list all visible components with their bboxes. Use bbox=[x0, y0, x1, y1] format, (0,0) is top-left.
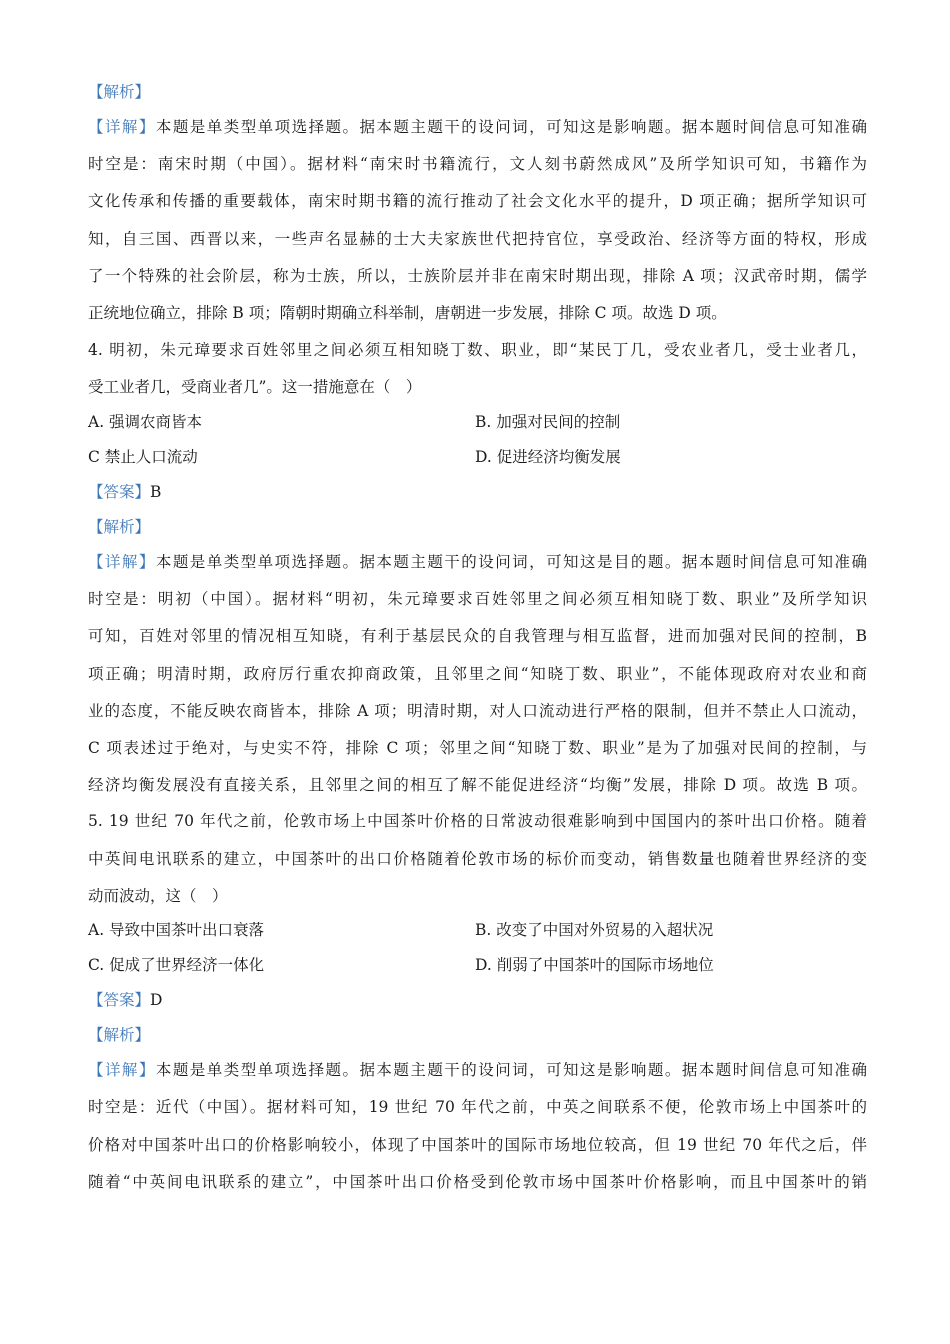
detail-line: 正统地位确立，排除 B 项；隋朝时期确立科举制，唐朝进一步发展，排除 C 项。故选 D 项。 bbox=[88, 304, 727, 322]
detail-line: 价格对中国茶叶出口的价格影响较小，体现了中国茶叶的国际市场地位较高，但 19 世纪 70 年代之后，伴 bbox=[88, 1136, 867, 1154]
option-c: C. 促成了世界经济一体化 bbox=[88, 956, 265, 974]
detail-line: 【详解】本题是单类型单项选择题。据本题主题干的设问词，可知这是目的题。据本题时间信息可知准确 bbox=[88, 553, 867, 571]
answer-line bbox=[88, 481, 161, 503]
option-d: D. 促进经济均衡发展 bbox=[475, 448, 621, 466]
detail-line: C 项表述过于绝对，与史实不符，排除 C 项；邻里之间“知晓丁数、职业”是为了加强对民间的控制，与 bbox=[88, 739, 867, 757]
detail-line: 【详解】本题是单类型单项选择题。据本题主题干的设问词，可知这是影响题。据本题时间信息可知准确 bbox=[88, 1061, 867, 1079]
detail-line: 了一个特殊的社会阶层，称为士族，所以，士族阶层并非在南宋时期出现，排除 A 项；汉武帝时期，儒学 bbox=[88, 267, 867, 285]
detail-line: 可知，百姓对邻里的情况相互知晓，有利于基层民众的自我管理与相互监督，进而加强对民间的控制，B bbox=[88, 627, 867, 645]
answer-value: B bbox=[150, 483, 162, 501]
option-c: C 禁止人口流动 bbox=[88, 448, 198, 466]
option-b: B. 改变了中国对外贸易的入超状况 bbox=[475, 921, 714, 939]
question-5-stem: 5. 19 世纪 70 年代之前，伦敦市场上中国茶叶价格的日常波动很难影响到中国国内的茶叶出口价格。随着 bbox=[88, 812, 867, 830]
detail-line: 随着“中英间电讯联系的建立”，中国茶叶出口价格受到伦敦市场中国茶叶价格影响，而且中国茶叶的销 bbox=[88, 1173, 867, 1191]
detail-line: 业的态度，不能反映农商皆本，排除 A 项；明清时期，对人口流动进行严格的限制，但并不禁止人口流动， bbox=[88, 702, 867, 720]
detail-tag: 【详解】 bbox=[88, 1061, 156, 1079]
option-b: B. 加强对民间的控制 bbox=[475, 413, 621, 431]
detail-tag: 【详解】 bbox=[88, 553, 156, 571]
analysis-heading: 【解析】 bbox=[88, 1026, 151, 1044]
question-4-stem: 4. 明初，朱元璋要求百姓邻里之间必须互相知晓丁数、职业，即“某民丁几，受农业者几，受士业者几， bbox=[88, 341, 867, 359]
answer-tag: 【答案】 bbox=[88, 483, 151, 501]
option-a: A. 导致中国茶叶出口衰落 bbox=[88, 921, 265, 939]
detail-line: 【详解】本题是单类型单项选择题。据本题主题干的设问词，可知这是影响题。据本题时间信息可知准确 bbox=[88, 118, 867, 136]
detail-line: 时空是：近代（中国）。据材料可知，19 世纪 70 年代之前，中英之间联系不便，伦敦市场上中国茶叶的 bbox=[88, 1098, 867, 1116]
analysis-heading: 【解析】 bbox=[88, 518, 151, 536]
detail-line: 知，自三国、西晋以来，一些声名显赫的士大夫家族世代把持官位，享受政治、经济等方面的特权，形成 bbox=[88, 230, 867, 248]
option-a: A. 强调农商皆本 bbox=[88, 413, 203, 431]
detail-line: 经济均衡发展没有直接关系，且邻里之间的相互了解不能促进经济“均衡”发展，排除 D 项。故选 B 项。 bbox=[88, 776, 867, 794]
answer-line bbox=[88, 989, 162, 1011]
question-5-stem: 动而波动，这（ ） bbox=[88, 887, 228, 905]
detail-line: 项正确；明清时期，政府厉行重农抑商政策，且邻里之间“知晓丁数、职业”，不能体现政府对农业和商 bbox=[88, 665, 867, 683]
detail-tag: 【详解】 bbox=[88, 118, 156, 136]
option-d: D. 削弱了中国茶叶的国际市场地位 bbox=[475, 956, 714, 974]
detail-line: 时空是：明初（中国）。据材料“明初，朱元璋要求百姓邻里之间必须互相知晓丁数、职业”及所学知识 bbox=[88, 590, 867, 608]
answer-value: D bbox=[150, 991, 163, 1009]
question-5-stem: 中英间电讯联系的建立，中国茶叶的出口价格随着伦敦市场的标价而变动，销售数量也随着世界经济的变 bbox=[88, 850, 867, 868]
question-4-stem: 受工业者几，受商业者几”。这一措施意在（ ） bbox=[88, 378, 422, 396]
analysis-heading: 【解析】 bbox=[88, 83, 151, 101]
answer-tag: 【答案】 bbox=[88, 991, 151, 1009]
detail-line: 文化传承和传播的重要载体，南宋时期书籍的流行推动了社会文化水平的提升，D 项正确；据所学知识可 bbox=[88, 192, 867, 210]
detail-line: 时空是：南宋时期（中国）。据材料“南宋时书籍流行，文人刻书蔚然成风”及所学知识可知，书籍作为 bbox=[88, 155, 867, 173]
